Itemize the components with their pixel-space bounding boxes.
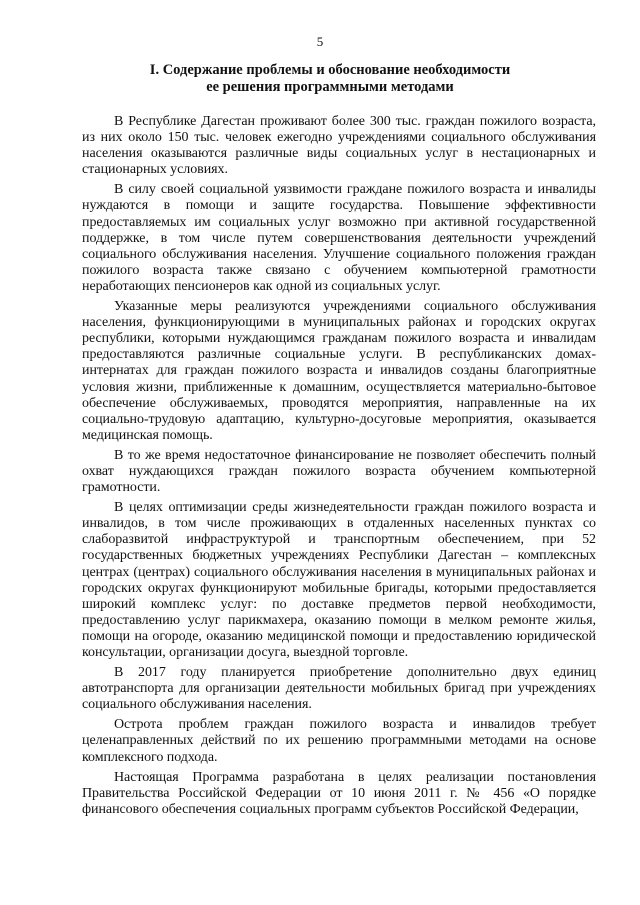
paragraph: Острота проблем граждан пожилого возраста и инвалидов требует целенаправленных действий по их решению программными методами на основе комплексного подхода. [82, 717, 596, 765]
section-title [100, 62, 560, 96]
paragraph: Настоящая Программа разработана в целях реализации постановления Правительства Российской Федерации от 10 июня 2011 г. № 456 «О порядке финансового обеспечения социальных программ субъектов Российской Федерации, [82, 769, 596, 817]
section-title-line-2: ее решения программными методами [206, 79, 454, 95]
paragraph: В Республике Дагестан проживают более 300 тыс. граждан пожилого возраста, из них около 150 тыс. человек ежегодно учреждениями социального обслуживания населения оказываются различные виды социальных услуг в нестационарных и стационарных условиях. [82, 114, 596, 178]
paragraph: Указанные меры реализуются учреждениями социального обслуживания населения, функционирующими в муниципальных районах и городских округах республики, которыми нуждающимся гражданам пожилого возраста и инвалидам предоставляются различные социальные услуги. В республиканских домах-интернатах для граждан пожилого возраста и инвалидов созданы благоприятные условия жизни, приближенные к домашним, осуществляется материально-бытовое обеспечение обслуживаемых, проводятся мероприятия, направленные на их социально-трудовую адаптацию, культурно-досуговые мероприятия, оказывается медицинская помощь. [82, 299, 596, 443]
paragraph: В 2017 году планируется приобретение дополнительно двух единиц автотранспорта для организации деятельности мобильных бригад при учреждениях социального обслуживания населения. [82, 665, 596, 713]
section-title-line-1: I. Содержание проблемы и обоснование необходимости [149, 62, 511, 78]
page-number: 5 [316, 34, 324, 49]
paragraph: В то же время недостаточное финансирование не позволяет обеспечить полный охват нуждающихся граждан пожилого возраста обучением компьютерной грамотности. [82, 447, 596, 496]
paragraph: В силу своей социальной уязвимости граждане пожилого возраста и инвалиды нуждаются в помощи и защите государства. Повышение эффективности предоставляемых им социальных услуг возможно при активной государственной поддержке, в том числе путем совершенствования деятельности учреждений социального обслуживания населения. Улучшение социального положения граждан пожилого возраста также связано с обучением компьютерной грамотности неработающих пенсионеров как одной из социальных услуг. [82, 182, 596, 294]
body-text [82, 114, 596, 822]
paragraph: В целях оптимизации среды жизнедеятельности граждан пожилого возраста и инвалидов, в том числе проживающих в отдаленных населенных пунктах со слаборазвитой инфраструктурой и транспортным обеспечением, при 52 государственных бюджетных учреждениях Республики Дагестан – комплексных центрах (центрах) социального обслуживания населения в муниципальных районах и городских округах функционируют мобильные бригады, которыми предоставляется широкий комплекс услуг: по доставке предметов первой необходимости, предоставлению услуг парикмахера, оказанию помощи в мелком ремонте жилья, помощи на огороде, оказанию медицинской помощи и предоставлению юридической консультации, организации досуга, выездной торговле. [82, 500, 596, 660]
